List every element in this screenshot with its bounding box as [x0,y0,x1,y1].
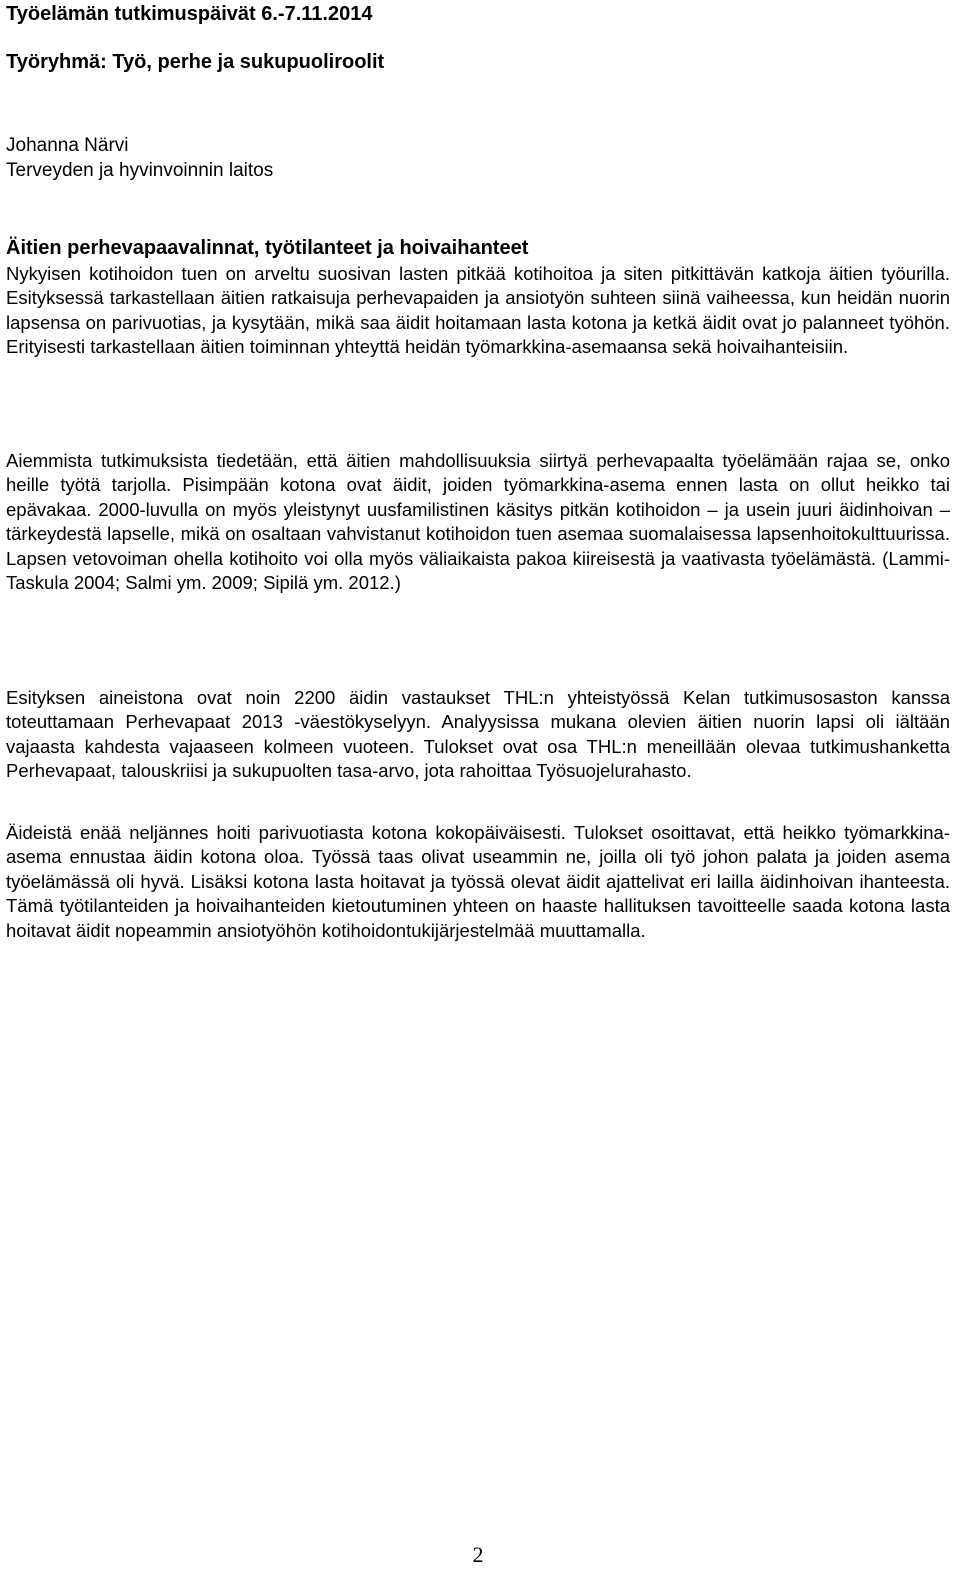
working-group-title: Työryhmä: Työ, perhe ja sukupuoliroolit [6,51,385,73]
article-title: Äitien perhevapaavalinnat, työtilanteet ja hoivaihanteet [6,237,529,259]
paragraph-1: Nykyisen kotihoidon tuen on arveltu suosivan lasten pitkää kotihoitoa ja siten pitkittävän katkoja äitien työurilla. Esityksessä tarkastellaan äitien ratkaisuja perhevapaiden ja ansiotyön suhteen siinä vaiheessa, kun heidän nuorin lapsensa on parivuotias, ja kysytään, mikä saa äidit hoitamaan lasta kotona ja ketkä äidit ovat jo palanneet työhön. Erityisesti tarkastellaan äitien toiminnan yhteyttä heidän työmarkkina-asemaansa sekä hoivaihanteisiin. [6,263,950,358]
paragraph-2: Aiemmista tutkimuksista tiedetään, että äitien mahdollisuuksia siirtyä perhevapaalta työelämään rajaa se, onko heille työtä tarjolla. Pisimpään kotona ovat äidit, joiden työmarkkina-asema ennen lasta on ollut heikko tai epävakaa. 2000-luvulla on myös yleistynyt uusfamilistinen käsitys pitkän kotihoidon – ja usein juuri äidinhoivan – tärkeydestä lapselle, mikä on osaltaan vahvistanut kotihoidon tuen asemaa suomalaisessa lapsenhoitokulttuurissa. Lapsen vetovoiman ohella kotihoito voi olla myös väliaikaista pakoa kiireisestä ja vaativasta työelämästä. (Lammi-Taskula 2004; Salmi ym. 2009; Sipilä ym. 2012.) [6,450,950,594]
paragraph-4: Äideistä enää neljännes hoiti parivuotiasta kotona kokopäiväisesti. Tulokset osoittavat, että heikko työmarkkina-asema ennustaa äidin kotona oloa. Työssä taas olivat useammin ne, joilla oli työ johon palata ja joiden asema työelämässä oli hyvä. Lisäksi kotona lasta hoitavat ja työssä olevat äidit ajattelivat eri lailla äidinhoivan ihanteesta. Tämä työtilanteiden ja hoivaihanteiden kietoutuminen yhteen on haaste hallituksen tavoitteelle saada kotona lasta hoitavat äidit nopeammin ansiotyöhön kotihoidontukijärjestelmää muuttamalla. [6,822,950,941]
author-organization: Terveyden ja hyvinvoinnin laitos [6,160,274,181]
page-number: 2 [472,1542,484,1567]
paragraph-3: Esityksen aineistona ovat noin 2200 äidin vastaukset THL:n yhteistyössä Kelan tutkimusosaston kanssa toteuttamaan Perhevapaat 2013 -väestökyselyyn. Analyysissa mukana olevien äitien nuorin lapsi oli iältään vajaasta kahdesta vajaaseen kolmeen vuoteen. Tulokset ovat osa THL:n meneillään olevaa tutkimushanketta Perhevapaat, talouskriisi ja sukupuolten tasa-arvo, jota rahoittaa Työsuojelurahasto. [6,687,950,782]
conference-title: Työelämän tutkimuspäivät 6.-7.11.2014 [6,3,373,25]
author-name: Johanna Närvi [6,135,129,156]
